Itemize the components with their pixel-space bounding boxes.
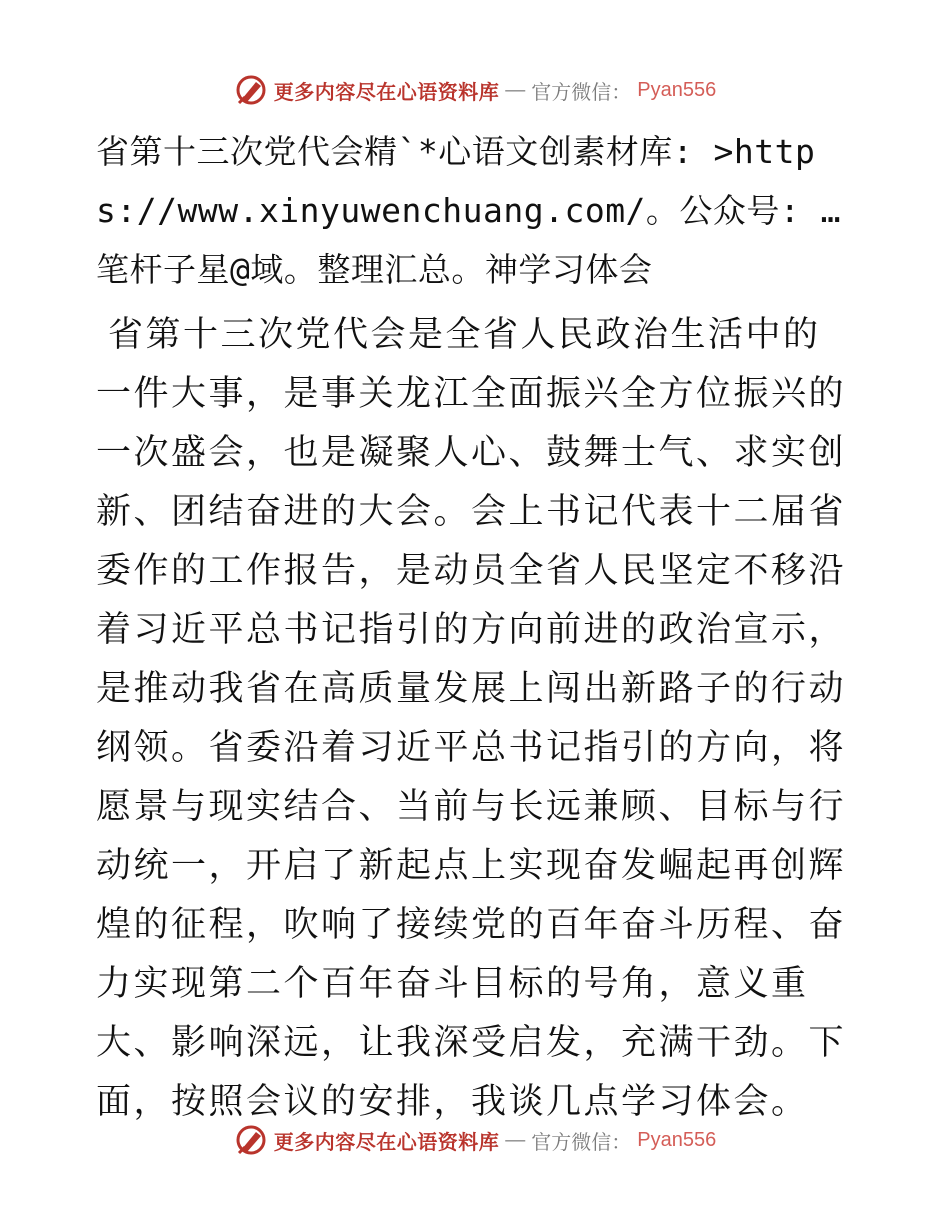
footer-watermark-banner [0,1120,950,1160]
body-paragraph: 省第十三次党代会是全省人民政治生活中的一件大事，是事关龙江全面振兴全方位振兴的一次盛会，也是凝聚人心、鼓舞士气、求实创新、团结奋进的大会。会上书记代表十二届省委作的工作报告，是动员全省人民坚定不移沿着习近平总书记指引的方向前进的政治宣示，是推动我省在高质量发展上闯出新路子的行动纲领。省委沿着习近平总书记指引的方向，将愿景与现实结合、当前与长远兼顾、目标与行动统一，开启了新起点上实现奋发崛起再创辉煌的征程，吹响了接续党的百年奋斗历程、奋力实现第二个百年奋斗目标的号角，意义重大、影响深远，让我深受启发，充满干劲。下面，按照会议的安排，我谈几点学习体会。 [96,315,847,1122]
banner-dash: — [505,1128,526,1151]
header-watermark-banner [0,70,950,110]
banner-promo-text: 更多内容尽在心语资料库 [273,1129,500,1154]
banner-wechat-label: 官方微信： [531,79,632,104]
banner-dash: — [505,78,526,101]
banner-wechat-id: Pyan556 [637,1128,717,1151]
pen-nib-logo-icon [234,73,268,107]
banner-wechat-label: 官方微信： [531,1129,632,1154]
banner-wechat-id: Pyan556 [637,78,717,101]
document-title: 省第十三次党代会精`*心语文创素材库: >https://www.xinyuwenchuang.com/。公众号: …笔杆子星@域。整理汇总。神学习体会 [96,132,842,289]
banner-promo-text: 更多内容尽在心语资料库 [273,79,500,104]
pen-nib-logo-icon [234,1123,268,1157]
